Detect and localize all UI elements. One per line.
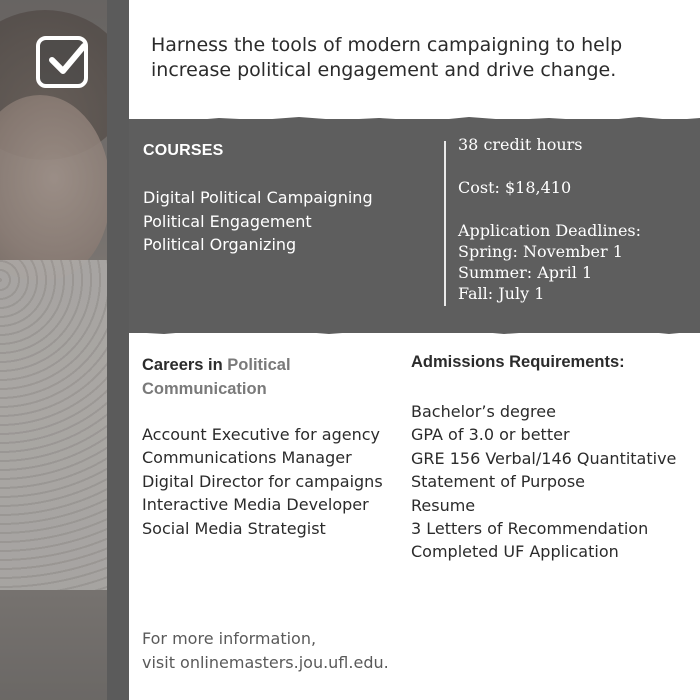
- band-divider-line: [444, 141, 446, 306]
- band-torn-edge-bottom: [129, 328, 700, 338]
- deadline-item: Summer: April 1: [458, 263, 593, 282]
- admissions-list: [411, 400, 676, 564]
- deadline-item: Spring: November 1: [458, 242, 623, 261]
- careers-heading-accent: Political Communication: [142, 356, 291, 398]
- deadline-item: Fall: July 1: [458, 284, 545, 303]
- deadlines-heading: Application Deadlines:: [458, 221, 642, 240]
- admission-item: Completed UF Application: [411, 542, 619, 562]
- vertical-divider-bar: [107, 0, 129, 700]
- career-item: Interactive Media Developer: [142, 495, 369, 515]
- admissions-heading: Admissions Requirements:: [411, 353, 625, 371]
- careers-heading-prefix: Careers in: [142, 356, 228, 374]
- admission-item: Bachelor’s degree: [411, 402, 556, 421]
- courses-heading: COURSES: [143, 142, 224, 159]
- headline: Harness the tools of modern campaigning to help increase political engagement and drive change.: [151, 34, 623, 81]
- admission-item: Statement of Purpose: [411, 472, 585, 492]
- background-photo: [0, 0, 107, 700]
- career-item: Communications Manager: [142, 448, 352, 468]
- credit-hours: 38 credit hours: [458, 135, 583, 154]
- photo-tint: [0, 0, 107, 700]
- course-item: Digital Political Campaigning: [143, 188, 373, 207]
- career-item: Account Executive for agency: [142, 425, 380, 444]
- courses-list: [143, 186, 373, 257]
- course-item: Political Engagement: [143, 211, 312, 231]
- career-item: Social Media Strategist: [142, 518, 326, 538]
- program-info: [458, 134, 641, 304]
- careers-heading: [142, 353, 392, 401]
- program-cost: Cost: $18,410: [458, 178, 572, 197]
- footer-url: visit onlinemasters.jou.ufl.edu.: [142, 653, 389, 672]
- admission-item: 3 Letters of Recommendation: [411, 519, 649, 539]
- checkbox-check-icon: [36, 36, 88, 88]
- footer-line-1: For more information,: [142, 629, 317, 648]
- admission-item: Resume: [411, 495, 476, 515]
- careers-list: [142, 423, 383, 540]
- footer-info: [142, 627, 389, 675]
- admission-item: GPA of 3.0 or better: [411, 425, 570, 445]
- admission-item: GRE 156 Verbal/146 Quantitative: [411, 448, 677, 468]
- career-item: Digital Director for campaigns: [142, 471, 383, 491]
- course-item: Political Organizing: [143, 235, 297, 254]
